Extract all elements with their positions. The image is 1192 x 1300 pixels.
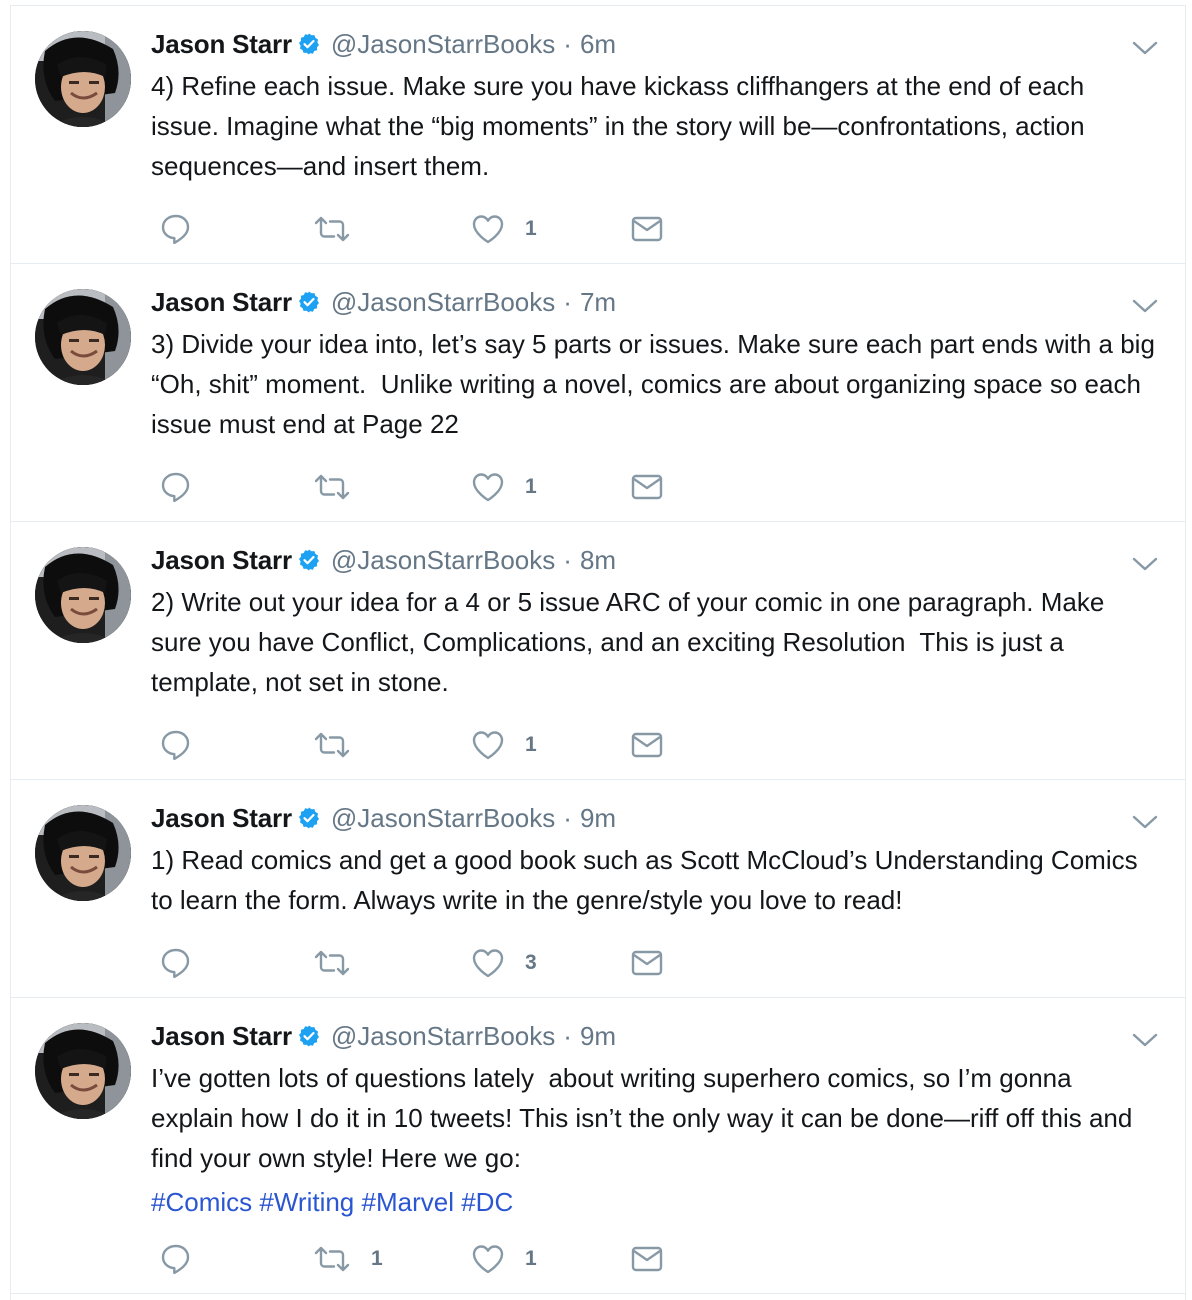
heart-icon — [471, 1243, 505, 1275]
chevron-down-icon[interactable] — [1131, 36, 1159, 60]
verified-badge-icon — [297, 548, 321, 572]
envelope-icon — [631, 1245, 663, 1273]
retweet-button[interactable] — [311, 472, 471, 502]
like-count: 1 — [525, 1247, 537, 1270]
author-name[interactable]: Jason Starr — [151, 544, 292, 575]
retweet-button[interactable] — [311, 948, 471, 978]
reply-button[interactable] — [151, 212, 311, 246]
like-count: 1 — [525, 475, 537, 498]
avatar[interactable] — [35, 805, 131, 901]
direct-message-button[interactable] — [631, 731, 691, 759]
direct-message-button[interactable] — [631, 1245, 691, 1273]
author-name[interactable]: Jason Starr — [151, 286, 292, 317]
tweet-actions — [151, 467, 691, 507]
reply-icon — [159, 946, 193, 980]
avatar[interactable] — [35, 547, 131, 643]
author-handle[interactable]: @JasonStarrBooks — [330, 286, 556, 317]
author-handle[interactable]: @JasonStarrBooks — [330, 28, 556, 59]
retweet-count: 1 — [371, 1247, 383, 1270]
timestamp[interactable]: 7m — [579, 286, 617, 317]
tweet-actions — [151, 943, 691, 983]
heart-icon — [471, 947, 505, 979]
like-button[interactable] — [471, 729, 631, 761]
hashtag-link[interactable]: #DC — [461, 1187, 514, 1217]
author-handle[interactable]: @JasonStarrBooks — [330, 1020, 556, 1051]
author-name[interactable]: Jason Starr — [151, 1020, 292, 1051]
tweet-header — [151, 26, 1159, 62]
hashtags — [151, 1182, 1159, 1222]
heart-icon — [471, 471, 505, 503]
verified-badge-icon — [297, 290, 321, 314]
chevron-down-icon[interactable] — [1131, 810, 1159, 834]
tweet-actions — [151, 1239, 691, 1279]
direct-message-button[interactable] — [631, 473, 691, 501]
retweet-button[interactable] — [311, 214, 471, 244]
author-handle[interactable]: @JasonStarrBooks — [330, 544, 556, 575]
envelope-icon — [631, 473, 663, 501]
chevron-down-icon[interactable] — [1131, 1028, 1159, 1052]
like-button[interactable] — [471, 471, 631, 503]
tweet-text: 2) Write out your idea for a 4 or 5 issue ARC of your comic in one paragraph. Make sure you have Conflict, Complications, and an exciting Resolution This is just a template, not set in stone. — [151, 587, 1112, 697]
avatar[interactable] — [35, 31, 131, 127]
tweet-text: 1) Read comics and get a good book such as Scott McCloud’s Understanding Comics to learn the form. Always write in the genre/style you love to read! — [151, 845, 1145, 915]
envelope-icon — [631, 215, 663, 243]
tweet-timeline — [10, 5, 1186, 1300]
like-button[interactable] — [471, 213, 631, 245]
heart-icon — [471, 729, 505, 761]
chevron-down-icon[interactable] — [1131, 294, 1159, 318]
retweet-icon — [313, 730, 351, 760]
author-name[interactable]: Jason Starr — [151, 802, 292, 833]
direct-message-button[interactable] — [631, 949, 691, 977]
like-button[interactable] — [471, 947, 631, 979]
envelope-icon — [631, 949, 663, 977]
separator-dot: · — [563, 28, 572, 59]
hashtag-link[interactable]: #Comics — [151, 1187, 253, 1217]
timestamp[interactable]: 9m — [579, 802, 617, 833]
reply-icon — [159, 1242, 193, 1276]
envelope-icon — [631, 731, 663, 759]
separator-dot: · — [563, 1020, 572, 1051]
reply-icon — [159, 728, 193, 762]
verified-badge-icon — [297, 1024, 321, 1048]
tweet-actions — [151, 209, 691, 249]
avatar[interactable] — [35, 289, 131, 385]
reply-button[interactable] — [151, 728, 311, 762]
tweet-text: 3) Divide your idea into, let’s say 5 parts or issues. Make sure each part ends with a big “Oh, shit” moment. Unlike writing a novel, comics are about organizing space so each issue must end at Page 22 — [151, 329, 1170, 439]
reply-icon — [159, 470, 193, 504]
retweet-icon — [313, 472, 351, 502]
like-button[interactable] — [471, 1243, 631, 1275]
reply-icon — [159, 212, 193, 246]
timestamp[interactable]: 9m — [579, 1020, 617, 1051]
retweet-icon — [313, 214, 351, 244]
tweet-header — [151, 542, 1159, 578]
tweet-actions — [151, 725, 691, 765]
retweet-button[interactable] — [311, 1244, 471, 1274]
tweet[interactable] — [11, 264, 1185, 522]
timestamp[interactable]: 6m — [579, 28, 617, 59]
tweet[interactable] — [11, 6, 1185, 264]
tweet-text: I’ve gotten lots of questions lately about writing superhero comics, so I’m gonna explain how I do it in 10 tweets! This isn’t the only way it can be done—riff off this and find your own style! Here we go: — [151, 1063, 1140, 1173]
timestamp[interactable]: 8m — [579, 544, 617, 575]
hashtag-link[interactable]: #Writing — [259, 1187, 355, 1217]
tweet[interactable] — [11, 998, 1185, 1294]
author-handle[interactable]: @JasonStarrBooks — [330, 802, 556, 833]
separator-dot: · — [563, 544, 572, 575]
hashtag-link[interactable]: #Marvel — [361, 1187, 454, 1217]
tweet-header — [151, 800, 1159, 836]
tweet[interactable] — [11, 780, 1185, 998]
like-count: 3 — [525, 951, 537, 974]
like-count: 1 — [525, 217, 537, 240]
reply-button[interactable] — [151, 946, 311, 980]
verified-badge-icon — [297, 806, 321, 830]
direct-message-button[interactable] — [631, 215, 691, 243]
like-count: 1 — [525, 733, 537, 756]
tweet[interactable] — [11, 522, 1185, 780]
heart-icon — [471, 213, 505, 245]
retweet-icon — [313, 1244, 351, 1274]
reply-button[interactable] — [151, 1242, 311, 1276]
verified-badge-icon — [297, 32, 321, 56]
tweet-text: 4) Refine each issue. Make sure you have kickass cliffhangers at the end of each issue. Imagine what the “big moments” in the story will be—confrontations, action sequences—and insert them. — [151, 71, 1092, 181]
separator-dot: · — [563, 286, 572, 317]
retweet-icon — [313, 948, 351, 978]
tweet-header — [151, 1018, 1159, 1054]
chevron-down-icon[interactable] — [1131, 552, 1159, 576]
reply-button[interactable] — [151, 470, 311, 504]
avatar[interactable] — [35, 1023, 131, 1119]
tweet-header — [151, 284, 1159, 320]
separator-dot: · — [563, 802, 572, 833]
retweet-button[interactable] — [311, 730, 471, 760]
author-name[interactable]: Jason Starr — [151, 28, 292, 59]
